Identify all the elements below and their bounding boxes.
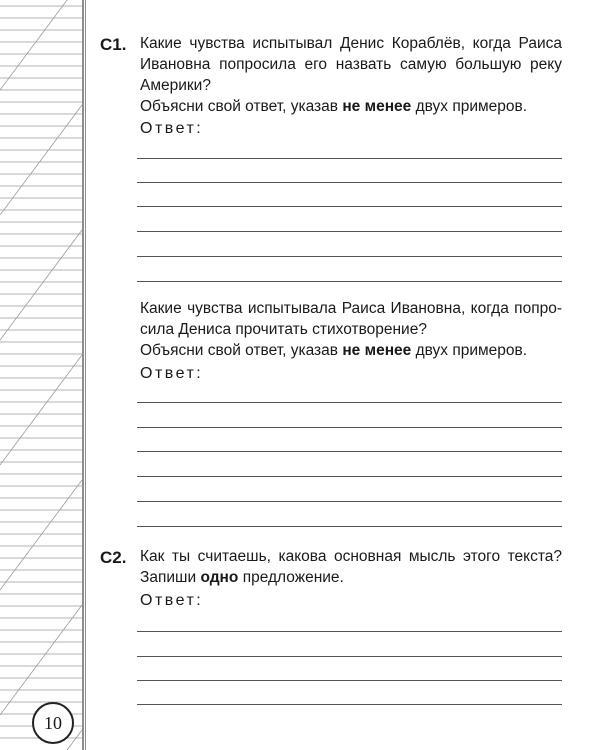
c1b-answer-line-1[interactable] (137, 402, 562, 403)
margin-slant-line (0, 355, 82, 465)
c1-instruction-after: двух примеров. (415, 98, 528, 115)
c1b-answer-label: Ответ: (140, 365, 204, 382)
ruled-margin-strip (0, 0, 86, 750)
c1-answer-line-6[interactable] (137, 281, 562, 282)
margin-slant-line (0, 605, 82, 715)
margin-slant-line (0, 480, 82, 590)
c2-answer-line-3[interactable] (137, 680, 562, 681)
c1b-instruction-before: Объясни свой ответ, указав (140, 342, 338, 359)
c2-instruction-bold: одно (200, 569, 239, 586)
page-number-badge: 10 (32, 702, 74, 744)
c2-answer-label: Ответ: (140, 592, 204, 609)
c1-answer-label: Ответ: (140, 120, 204, 137)
c1-instruction (140, 96, 527, 117)
c2-answer-line-1[interactable] (137, 631, 562, 632)
c1b-instruction-after: двух примеров. (415, 342, 528, 359)
c1-instruction-bold: не менее (342, 98, 412, 115)
c2-instruction (140, 567, 344, 588)
c2-instruction-after: предложение. (242, 569, 344, 586)
c1-question-line-2: Ивановна попросила его назвать самую большую реку (140, 56, 562, 73)
c1b-answer-line-3[interactable] (137, 451, 562, 452)
c1-answer-line-3[interactable] (137, 206, 562, 207)
c1b-answer-line-5[interactable] (137, 501, 562, 502)
margin-slant-line (0, 105, 82, 215)
c2-answer-line-4[interactable] (137, 704, 562, 705)
c1-answer-line-4[interactable] (137, 231, 562, 232)
worksheet-page (100, 0, 570, 750)
c1b-answer-line-2[interactable] (137, 427, 562, 428)
c1-answer-line-2[interactable] (137, 182, 562, 183)
c1b-question-line-2: сила Дениса прочитать стихотворение? (140, 321, 427, 338)
c2-answer-line-2[interactable] (137, 656, 562, 657)
task-c2-label: С2. (100, 548, 127, 567)
c1b-answer-line-4[interactable] (137, 476, 562, 477)
task-c1-label: С1. (100, 35, 127, 54)
c1b-instruction-bold: не менее (342, 342, 412, 359)
c1b-question-line-1: Какие чувства испытывала Раиса Ивановна, когда попро- (140, 300, 562, 317)
c1-answer-line-1[interactable] (137, 158, 562, 159)
c1b-instruction (140, 340, 527, 361)
margin-slant-line (0, 230, 82, 340)
c1b-answer-line-6[interactable] (137, 526, 562, 527)
c1-instruction-before: Объясни свой ответ, указав (140, 98, 338, 115)
c2-question-line-1: Как ты считаешь, какова основная мысль этого текста? (140, 548, 562, 565)
c1-answer-line-5[interactable] (137, 256, 562, 257)
c1-question-line-1: Какие чувства испытывал Денис Кораблёв, когда Раиса (140, 35, 562, 52)
c2-instruction-before: Запиши (140, 569, 197, 586)
margin-slant-line (0, 0, 82, 90)
c1-question-line-3: Америки? (140, 77, 211, 94)
